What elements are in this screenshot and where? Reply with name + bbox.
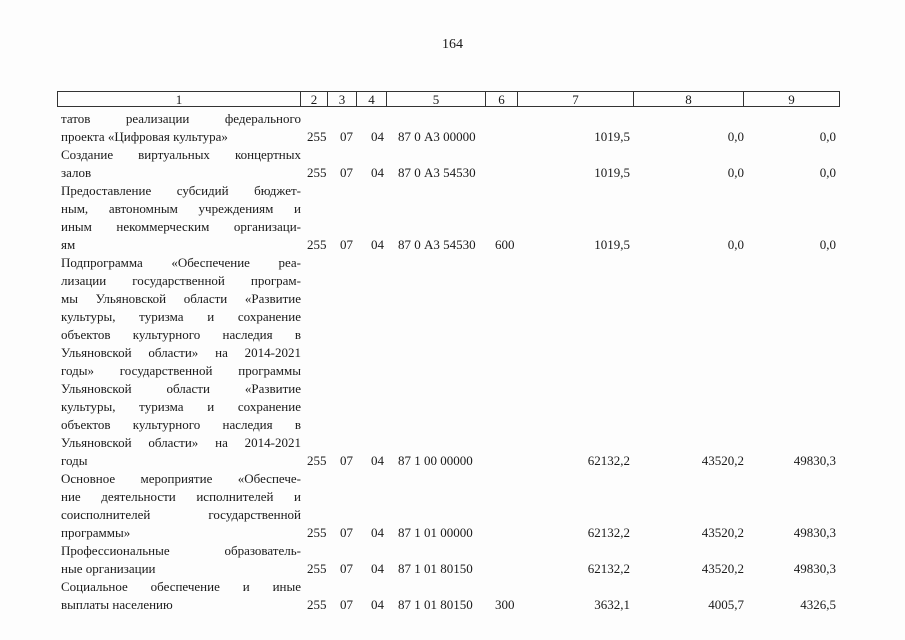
row-description xyxy=(61,182,301,254)
description-line: иным некоммерческим организаци- xyxy=(61,219,301,234)
cell-c7: 62132,2 xyxy=(587,453,630,468)
description-line: Ульяновской области» на 2014-2021 xyxy=(61,435,301,450)
description-line: ным, автономным учреждениям и xyxy=(61,201,301,216)
cell-c8: 0,0 xyxy=(727,129,744,144)
cell-c2: 255 xyxy=(307,237,327,252)
cell-c7: 3632,1 xyxy=(594,597,630,612)
description-line: Социальное обеспечение и иные xyxy=(61,579,301,594)
table-row xyxy=(57,182,840,254)
cell-c3: 07 xyxy=(340,237,353,252)
cell-c2: 255 xyxy=(307,525,327,540)
cell-c8: 0,0 xyxy=(727,165,744,180)
table-row xyxy=(57,578,840,614)
row-description xyxy=(61,578,301,614)
cell-c7: 1019,5 xyxy=(594,129,630,144)
cell-c5: 87 0 А3 00000 xyxy=(398,129,476,144)
cell-c2: 255 xyxy=(307,561,327,576)
description-line: программы» xyxy=(61,525,131,540)
row-description xyxy=(61,110,301,146)
cell-c4: 04 xyxy=(371,129,384,144)
header-col-6: 6 xyxy=(486,92,518,106)
page-number: 164 xyxy=(442,37,463,52)
description-line: объектов культурного наследия в xyxy=(61,327,301,342)
cell-c7: 62132,2 xyxy=(587,525,630,540)
cell-c4: 04 xyxy=(371,453,384,468)
description-line: Ульяновской области «Развитие xyxy=(61,381,301,396)
table-row xyxy=(57,110,840,146)
description-line: татов реализации федерального xyxy=(61,111,301,126)
cell-c9: 0,0 xyxy=(819,237,836,252)
description-line: годы xyxy=(61,453,88,468)
cell-c9: 0,0 xyxy=(819,165,836,180)
cell-c2: 255 xyxy=(307,453,327,468)
cell-c4: 04 xyxy=(371,597,384,612)
cell-c7: 62132,2 xyxy=(587,561,630,576)
header-col-4: 4 xyxy=(357,92,387,106)
row-description xyxy=(61,146,301,182)
cell-c2: 255 xyxy=(307,597,327,612)
cell-c4: 04 xyxy=(371,525,384,540)
table-row xyxy=(57,254,840,470)
header-col-8: 8 xyxy=(634,92,744,106)
description-line: ные организации xyxy=(61,561,156,576)
table-row xyxy=(57,542,840,578)
description-line: выплаты населению xyxy=(61,597,173,612)
description-line: культуры, туризма и сохранение xyxy=(61,399,301,414)
description-line: объектов культурного наследия в xyxy=(61,417,301,432)
description-line: лизации государственной програм- xyxy=(61,273,301,288)
description-line: соисполнителей государственной xyxy=(61,507,301,522)
cell-c9: 0,0 xyxy=(819,129,836,144)
cell-c4: 04 xyxy=(371,237,384,252)
cell-c3: 07 xyxy=(340,597,353,612)
description-line: годы» государственной программы xyxy=(61,363,301,378)
cell-c8: 43520,2 xyxy=(701,561,744,576)
description-line: мы Ульяновской области «Развитие xyxy=(61,291,301,306)
cell-c3: 07 xyxy=(340,453,353,468)
cell-c5: 87 1 00 00000 xyxy=(398,453,473,468)
cell-c2: 255 xyxy=(307,165,327,180)
cell-c7: 1019,5 xyxy=(594,237,630,252)
cell-c6: 600 xyxy=(495,237,515,252)
cell-c9: 4326,5 xyxy=(800,597,836,612)
cell-c8: 4005,7 xyxy=(708,597,744,612)
header-col-3: 3 xyxy=(328,92,357,106)
cell-c9: 49830,3 xyxy=(793,453,836,468)
cell-c5: 87 0 А3 54530 xyxy=(398,165,476,180)
description-line: Ульяновской области» на 2014-2021 xyxy=(61,345,301,360)
cell-c9: 49830,3 xyxy=(793,525,836,540)
cell-c7: 1019,5 xyxy=(594,165,630,180)
header-col-5: 5 xyxy=(387,92,486,106)
cell-c6: 300 xyxy=(495,597,515,612)
description-line: Основное мероприятие «Обеспече- xyxy=(61,471,301,486)
description-line: культуры, туризма и сохранение xyxy=(61,309,301,324)
row-description xyxy=(61,542,301,578)
description-line: Профессиональные образователь- xyxy=(61,543,301,558)
row-description xyxy=(61,254,301,470)
header-col-2: 2 xyxy=(301,92,328,106)
cell-c8: 43520,2 xyxy=(701,525,744,540)
description-line: ям xyxy=(61,237,76,252)
description-line: ние деятельности исполнителей и xyxy=(61,489,301,504)
description-line: Подпрограмма «Обеспечение реа- xyxy=(61,255,301,270)
cell-c5: 87 1 01 80150 xyxy=(398,597,473,612)
cell-c3: 07 xyxy=(340,165,353,180)
cell-c3: 07 xyxy=(340,129,353,144)
description-line: проекта «Цифровая культура» xyxy=(61,129,228,144)
table-row xyxy=(57,470,840,542)
description-line: залов xyxy=(61,165,92,180)
cell-c2: 255 xyxy=(307,129,327,144)
cell-c8: 0,0 xyxy=(727,237,744,252)
description-line: Предоставление субсидий бюджет- xyxy=(61,183,301,198)
cell-c8: 43520,2 xyxy=(701,453,744,468)
cell-c5: 87 0 А3 54530 xyxy=(398,237,476,252)
header-col-7: 7 xyxy=(518,92,634,106)
cell-c3: 07 xyxy=(340,525,353,540)
header-col-9: 9 xyxy=(788,92,795,107)
table-row xyxy=(57,146,840,182)
row-description xyxy=(61,470,301,542)
cell-c5: 87 1 01 00000 xyxy=(398,525,473,540)
header-col-1: 1 xyxy=(58,92,301,106)
table-header xyxy=(57,91,840,107)
cell-c9: 49830,3 xyxy=(793,561,836,576)
cell-c4: 04 xyxy=(371,165,384,180)
cell-c4: 04 xyxy=(371,561,384,576)
description-line: Создание виртуальных концертных xyxy=(61,147,301,162)
cell-c3: 07 xyxy=(340,561,353,576)
cell-c5: 87 1 01 80150 xyxy=(398,561,473,576)
